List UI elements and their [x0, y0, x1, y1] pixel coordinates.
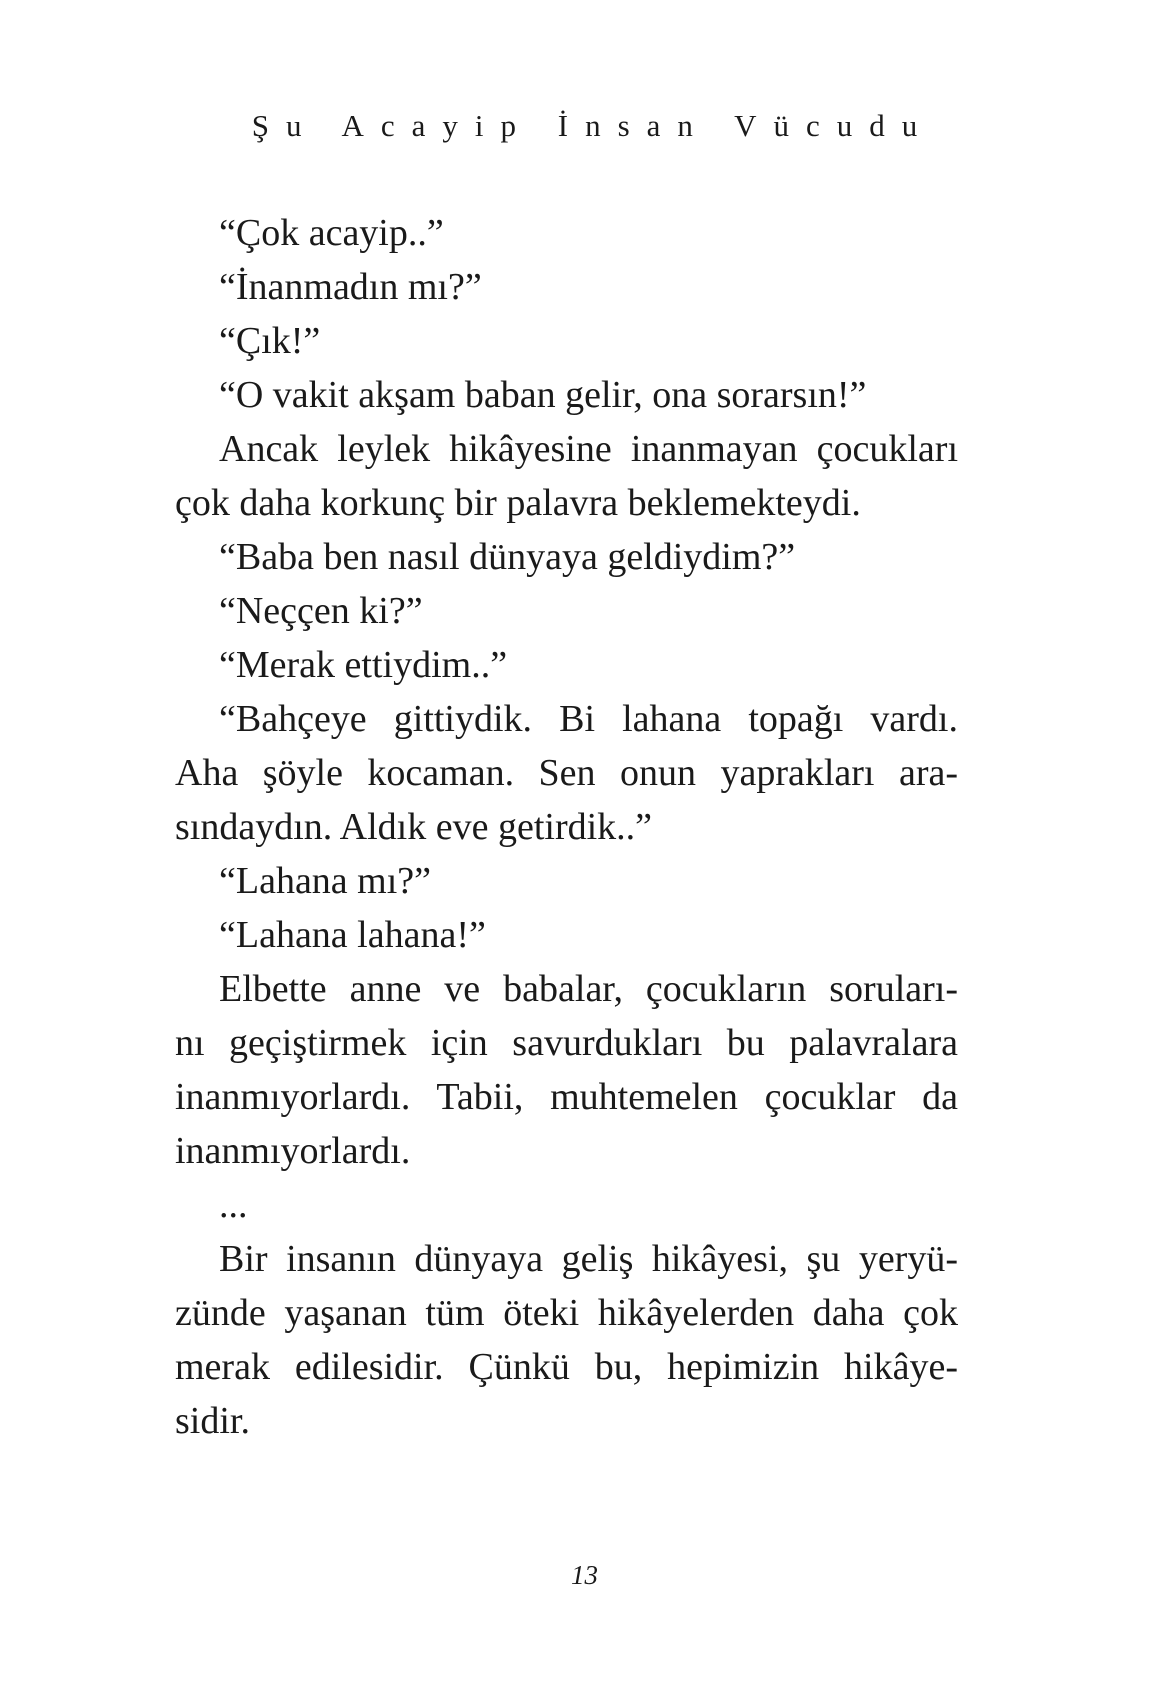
text-line: çok daha korkunç bir palavra beklemekteydi.	[175, 482, 861, 524]
section-break: ...	[219, 1184, 248, 1226]
text-line: inanmıyorlardı.	[175, 1130, 411, 1172]
body-text	[175, 206, 958, 1448]
text-line: “Lahana mı?”	[219, 860, 432, 902]
text-line: “O vakit akşam baban gelir, ona sorarsın!”	[219, 374, 867, 416]
text-line: “Neççen ki?”	[219, 590, 423, 632]
text-line: Bir insanın dünyaya geliş hikâyesi, şu yeryü-	[219, 1238, 958, 1280]
text-line: “Çık!”	[219, 320, 321, 362]
running-header: Şu Acayip İnsan Vücudu	[251, 108, 935, 143]
text-line: Ancak leylek hikâyesine inanmayan çocukları	[219, 428, 958, 470]
page-number: 13	[571, 1560, 598, 1590]
text-line: sındaydın. Aldık eve getirdik..”	[175, 806, 653, 848]
text-line: nı geçiştirmek için savurdukları bu palavralara	[175, 1022, 958, 1064]
text-line: inanmıyorlardı. Tabii, muhtemelen çocuklar da	[175, 1076, 958, 1118]
text-line: Aha şöyle kocaman. Sen onun yaprakları ara-	[175, 752, 958, 794]
text-line: “Merak ettiydim..”	[219, 644, 508, 686]
text-line: zünde yaşanan tüm öteki hikâyelerden daha çok	[175, 1292, 958, 1334]
text-line: “Baba ben nasıl dünyaya geldiydim?”	[219, 536, 796, 578]
text-line: Elbette anne ve babalar, çocukların soruları-	[219, 968, 958, 1010]
text-line: “Çok acayip..”	[219, 212, 444, 254]
text-line: sidir.	[175, 1400, 250, 1442]
text-line: “Lahana lahana!”	[219, 914, 486, 956]
text-line: “İnanmadın mı?”	[219, 266, 482, 308]
text-line: merak edilesidir. Çünkü bu, hepimizin hikâye-	[175, 1346, 958, 1388]
text-line: “Bahçeye gittiydik. Bi lahana topağı vardı.	[219, 698, 958, 740]
